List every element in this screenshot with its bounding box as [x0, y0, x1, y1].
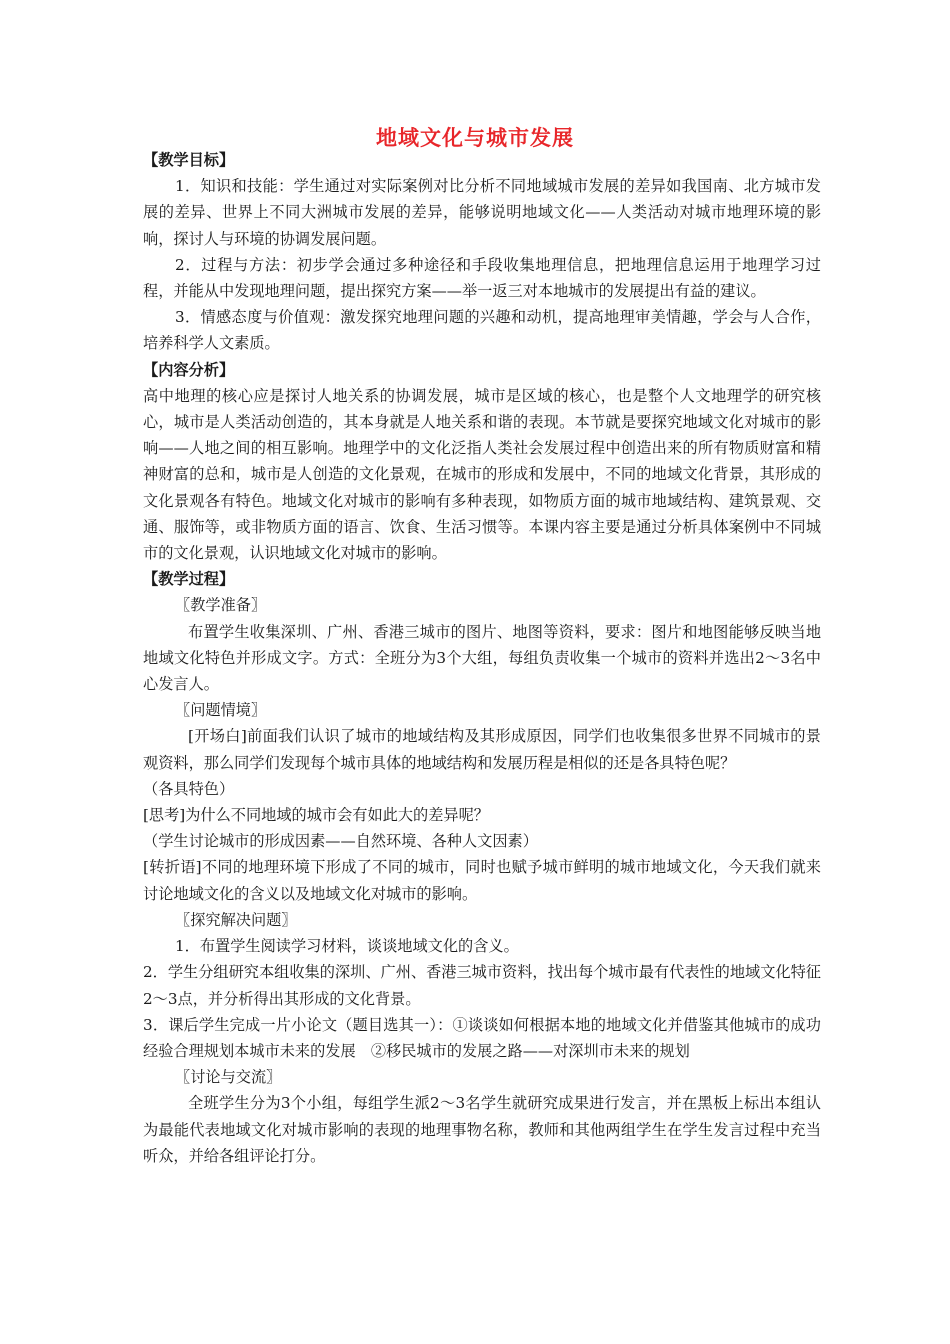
section-heading-objectives: 【教学目标】 [143, 151, 235, 169]
discussion-paragraph: 全班学生分为3个小组，每组学生派2～3名学生就研究成果进行发言，并在黑板上标出本组认为最能代表地域文化对城市影响的表现的地理事物名称，教师和其他两组学生在学生发言过程中充当听众，并给各组评论打分。 [143, 1094, 821, 1165]
explore-item-1: 1．布置学生阅读学习材料，谈谈地域文化的含义。 [175, 937, 519, 956]
answer-line: （各具特色） [143, 779, 235, 798]
subheading-preparation: 〖教学准备〗 [175, 596, 267, 615]
thinking-line: [思考]为什么不同地域的城市会有如此大的差异呢？ [143, 806, 489, 825]
subheading-problem-situation: 〖问题情境〗 [175, 701, 267, 720]
opening-remarks-paragraph: [开场白]前面我们认识了城市的地域结构及其形成原因，同学们也收集很多世界不同城市的景观资料，那么同学们发现每个城市具体的地域结构和发展历程是相似的还是各具特色呢？ [143, 727, 821, 772]
document-body [143, 147, 821, 1169]
section-heading-teaching-process: 【教学过程】 [143, 570, 235, 589]
explore-item-2: 2．学生分组研究本组收集的深圳、广州、香港三城市资料，找出每个城市最有代表性的地域文化特征2～3点，并分析得出其形成的文化背景。 [143, 963, 821, 1008]
discussion-note-line: （学生讨论城市的形成因素——自然环境、各种人文因素） [143, 832, 538, 851]
objective-2: 2．过程与方法：初步学会通过多种途径和手段收集地理信息，把地理信息运用于地理学习过程，并能从中发现地理问题，提出探究方案——举一返三对本地城市的发展提出有益的建议。 [143, 255, 821, 301]
objective-3: 3．情感态度与价值观：激发探究地理问题的兴趣和动机，提高地理审美情趣，学会与人合作，培养科学人文素质。 [143, 308, 821, 353]
document-title: 地域文化与城市发展 [376, 126, 574, 150]
explore-item-3: 3．课后学生完成一片小论文（题目选其一）：①谈谈如何根据本地的地域文化并借鉴其他城市的成功经验合理规划本城市未来的发展 ②移民城市的发展之路——对深圳市未来的规划 [143, 1015, 821, 1060]
preparation-paragraph: 布置学生收集深圳、广州、香港三城市的图片、地图等资料，要求：图片和地图能够反映当地地域文化特色并形成文字。方式：全班分为3个大组，每组负责收集一个城市的资料并选出2～3名中心发言人。 [143, 622, 821, 694]
content-analysis-paragraph: 高中地理的核心应是探讨人地关系的协调发展，城市是区域的核心，也是整个人文地理学的研究核心，城市是人类活动创造的，其本身就是人地关系和谐的表现。本节就是要探究地域文化对城市的影响——人地之间的相互影响。地理学中的文化泛指人类社会发展过程中创造出来的所有物质财富和精神财富的总和，城市是人创造的文化景观，在城市的形成和发展中，不同的地域文化背景，其形成的文化景观各有特色。地域文化对城市的影响有多种表现，如物质方面的城市地域结构、建筑景观、交通、服饰等，或非物质方面的语言、饮食、生活习惯等。本课内容主要是通过分析具体案例中不同城市的文化景观，认识地域文化对城市的影响。 [143, 386, 821, 563]
transition-paragraph: [转折语]不同的地理环境下形成了不同的城市，同时也赋予城市鲜明的城市地域文化，今天我们就来讨论地域文化的含义以及地域文化对城市的影响。 [143, 858, 821, 903]
section-heading-content-analysis: 【内容分析】 [143, 360, 235, 379]
subheading-explore: 〖探究解决问题〗 [175, 910, 297, 929]
objective-1: 1．知识和技能：学生通过对实际案例对比分析不同地域城市发展的差异如我国南、北方城市发展的差异、世界上不同大洲城市发展的差异，能够说明地域文化——人类活动对城市地理环境的影响，探讨人与环境的协调发展问题。 [143, 177, 821, 248]
subheading-discussion: 〖讨论与交流〗 [175, 1068, 282, 1087]
